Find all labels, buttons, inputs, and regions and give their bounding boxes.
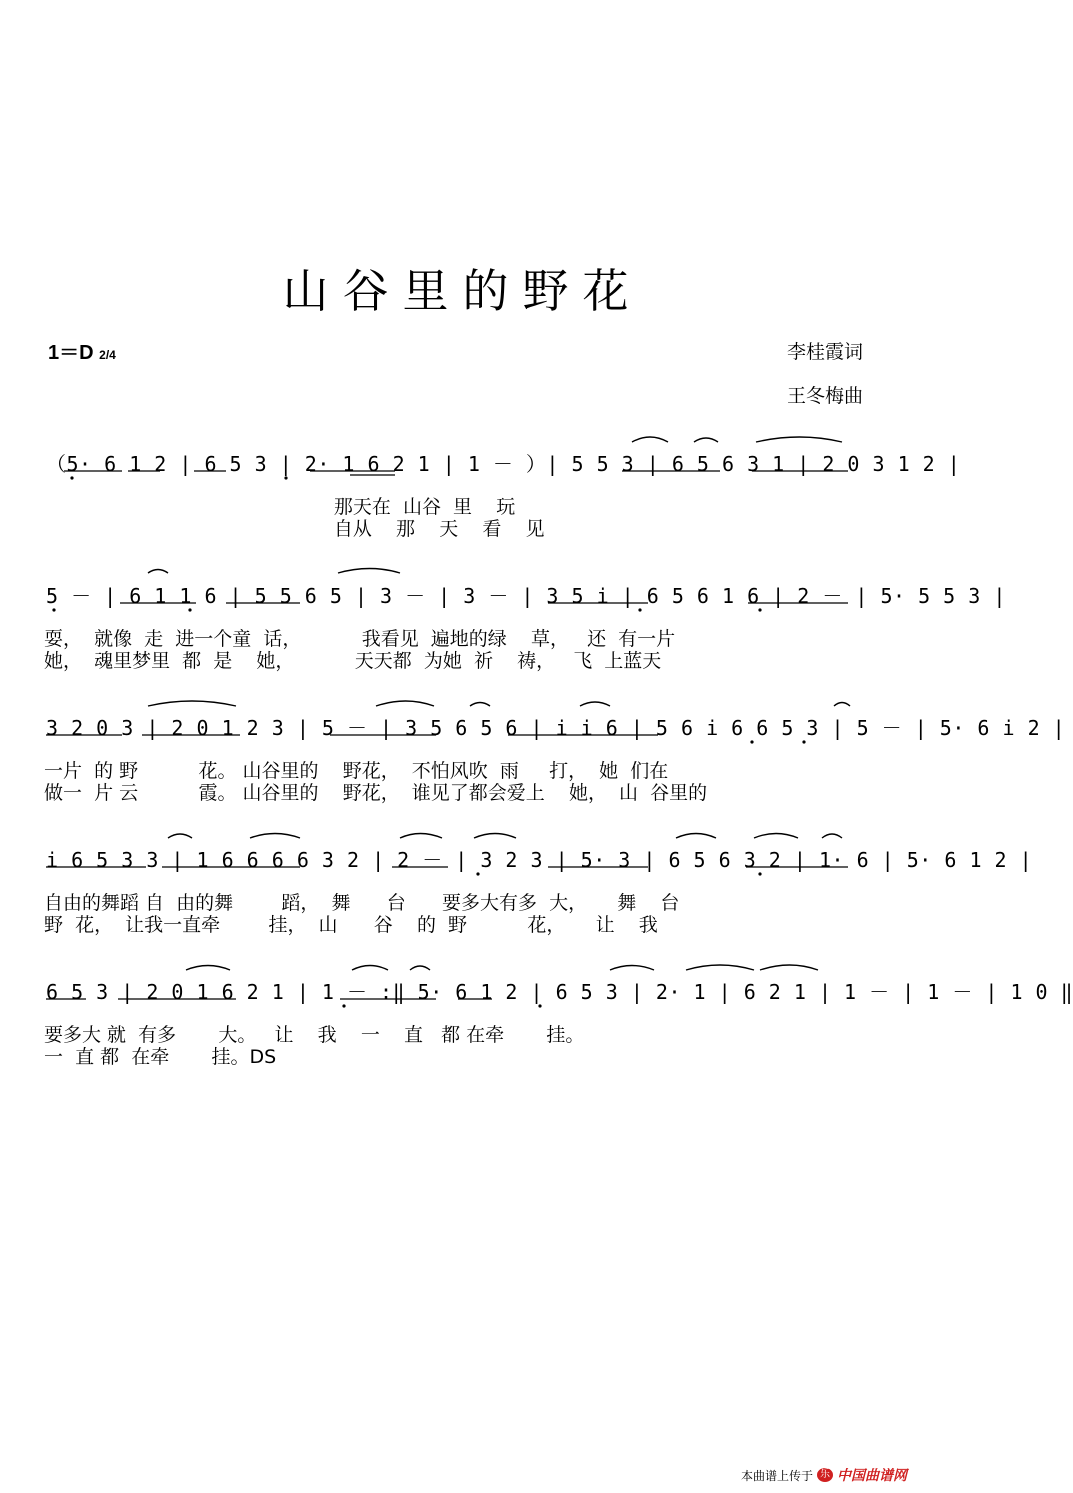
footer-label: 本曲谱上传于 xyxy=(740,1468,813,1483)
score-line-1: （5· 6 1 2 | 6 5 3 | 2· 1 6 2 1 | 1 － ）| 5 5 3 | 6 5 6 3 1 | 2 0 3 1 2 | xyxy=(46,452,961,476)
score-line-5: 6 5 3 | 2 0 1 6 2 1 | 1 － :‖ 5· 6 1 2 | 6 5 3 | 2· 1 | 6 2 1 | 1 － | 1 － | 1 0 ‖ xyxy=(46,980,1073,1004)
lyric-line-4-verse-2: 野 花， 让我一直牵 挂， 山 谷 的 野 花， 让 我 xyxy=(44,914,658,936)
slur-mark xyxy=(834,703,850,707)
slur-mark xyxy=(822,834,842,838)
slur-mark xyxy=(352,966,388,971)
slur-mark xyxy=(168,834,192,838)
lyric-line-3-verse-1: 一片 的 野 花。 山谷里的 野花， 不怕风吹 雨 打， 她 们在 xyxy=(44,760,669,782)
site-brand[interactable]: 中国曲谱网 xyxy=(837,1468,907,1484)
slur-mark xyxy=(376,701,434,706)
slur-mark xyxy=(250,834,300,839)
slur-mark xyxy=(410,966,430,970)
slur-mark xyxy=(470,703,490,707)
lyricist-credit: 李桂霞词 xyxy=(786,341,863,363)
slur-mark xyxy=(400,834,442,839)
slur-mark xyxy=(756,437,842,442)
lyric-line-1-verse-2: 自从 那 天 看 见 xyxy=(44,518,545,540)
slur-mark xyxy=(148,570,168,574)
slur-mark xyxy=(694,438,718,442)
lyric-line-2-verse-2: 她， 魂里梦里 都 是 她， 天天都 为她 祈 祷， 飞 上蓝天 xyxy=(44,650,662,672)
slur-mark xyxy=(186,966,230,971)
lyric-line-1-verse-1: 那天在 山谷 里 玩 xyxy=(44,496,516,518)
composer-credit: 王冬梅曲 xyxy=(786,385,863,407)
slur-mark xyxy=(148,701,236,706)
key-label: 1＝D xyxy=(48,342,94,364)
site-logo-icon: 乐 xyxy=(817,1468,833,1482)
slur-mark xyxy=(632,437,668,442)
score-line-2: 5 － | 6 1 1 6 | 5 5 6 5 | 3 － | 3 － | 3 5 i | 6 5 6 1 6 | 2 － | 5· 5 5 3 | xyxy=(46,584,1006,608)
score-line-4: i 6 5 3 3 | 1 6 6 6 6 3 2 | 2 － | 3 2 3 | 5· 3 | 6 5 6 3 2 | 1· 6 | 5· 6 1 2 | xyxy=(46,848,1033,872)
page-title: 山谷里的野花 xyxy=(282,264,643,318)
lyric-line-5-verse-1: 要多大 就 有多 大。 让 我 一 直 都 在牵 挂。 xyxy=(44,1024,585,1046)
slur-mark xyxy=(760,965,818,970)
slur-mark xyxy=(580,702,610,706)
score-line-3: 3 2 0 3 | 2 0 1 2 3 | 5 － | 3 5 6 5 6 | i i 6 | 5 6 i 6 6 5 3 | 5 － | 5· 6 i 2 | xyxy=(46,716,1066,740)
slur-mark xyxy=(610,966,654,971)
lyric-line-2-verse-1: 耍， 就像 走 进一个童 话， 我看见 遍地的绿 草， 还 有一片 xyxy=(44,628,676,650)
time-signature: 2/4 xyxy=(99,348,116,362)
slur-mark xyxy=(754,834,798,839)
lyric-line-3-verse-2: 做一 片 云 霞。 山谷里的 野花， 谁见了都会爱上 她， 山 谷里的 xyxy=(44,782,708,804)
site-footer xyxy=(741,1465,907,1485)
lyric-line-5-verse-2: 一 直 都 在牵 挂。DS xyxy=(44,1046,277,1068)
slur-mark xyxy=(474,834,516,839)
slur-mark xyxy=(686,965,754,970)
slur-mark xyxy=(338,569,400,574)
slur-mark xyxy=(676,834,716,839)
lyric-line-4-verse-1: 自由的舞蹈 自 由的舞 蹈， 舞 台 要多大有多 大， 舞 台 xyxy=(44,892,680,914)
